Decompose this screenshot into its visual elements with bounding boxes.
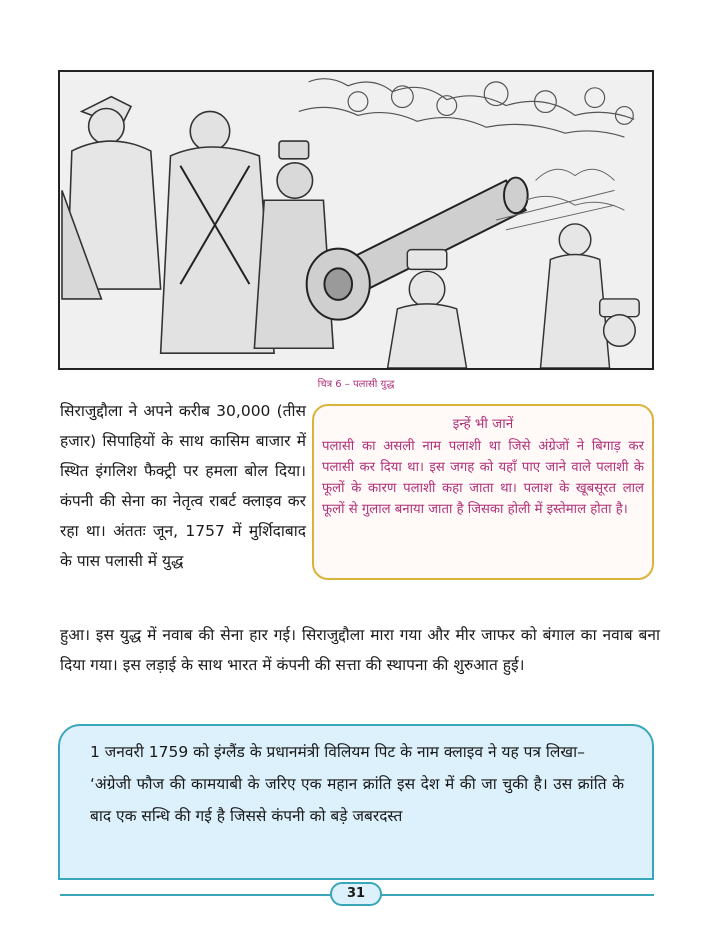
page-number: 31 xyxy=(330,882,382,906)
infobox-title: इन्हें भी जानें xyxy=(452,416,514,432)
infobox-body: पलासी का असली नाम पलाशी था जिसे अंग्रेजों ने बिगाड़ कर पलासी कर दिया था। इस जगह को यहाँ पाए जाने वाले पलाशी के फूलों के कारण पलाशी कहा जाता था। पलाश के खूबसूरत लाल फूलों से गुलाल बनाया जाता है जिसका होली में इस्तेमाल होता है। xyxy=(322,439,644,517)
battle-sketch-image xyxy=(60,72,652,368)
letter-quote-box xyxy=(58,724,654,880)
battle-illustration xyxy=(58,70,654,370)
page-footer xyxy=(0,882,712,910)
figure-caption: चित्र 6 – पलासी युद्ध xyxy=(317,379,395,390)
quote-intro: 1 जनवरी 1759 को इंग्लैंड के प्रधानमंत्री विलियम पिट के नाम क्लाइव ने यह पत्र लिखा– xyxy=(90,743,585,761)
main-paragraph-full: हुआ। इस युद्ध में नवाब की सेना हार गई। सिराजुद्दौला मारा गया और मीर जाफर को बंगाल का नवाब बना दिया गया। इस लड़ाई के साथ भारत में कंपनी की सत्ता की स्थापना की शुरुआत हुई। xyxy=(60,626,660,674)
main-paragraph-left: सिराजुद्दौला ने अपने करीब 30,000 (तीस हजार) सिपाहियों के साथ कासिम बाजार में स्थित इंगलिश फैक्ट्री पर हमला बोल दिया। कंपनी की सेना का नेतृत्व राबर्ट क्लाइव कर रहा था। अंततः जून, 1757 में मुर्शिदाबाद के पास पलासी में युद्ध xyxy=(60,402,306,570)
did-you-know-box xyxy=(312,404,654,580)
quote-text: ‘अंग्रेजी फौज की कामयाबी के जरिए एक महान क्रांति इस देश में की जा चुकी है। उस क्रांति के बाद एक सन्धि की गई है जिससे कंपनी को बड़े जबरदस्त xyxy=(90,775,624,825)
